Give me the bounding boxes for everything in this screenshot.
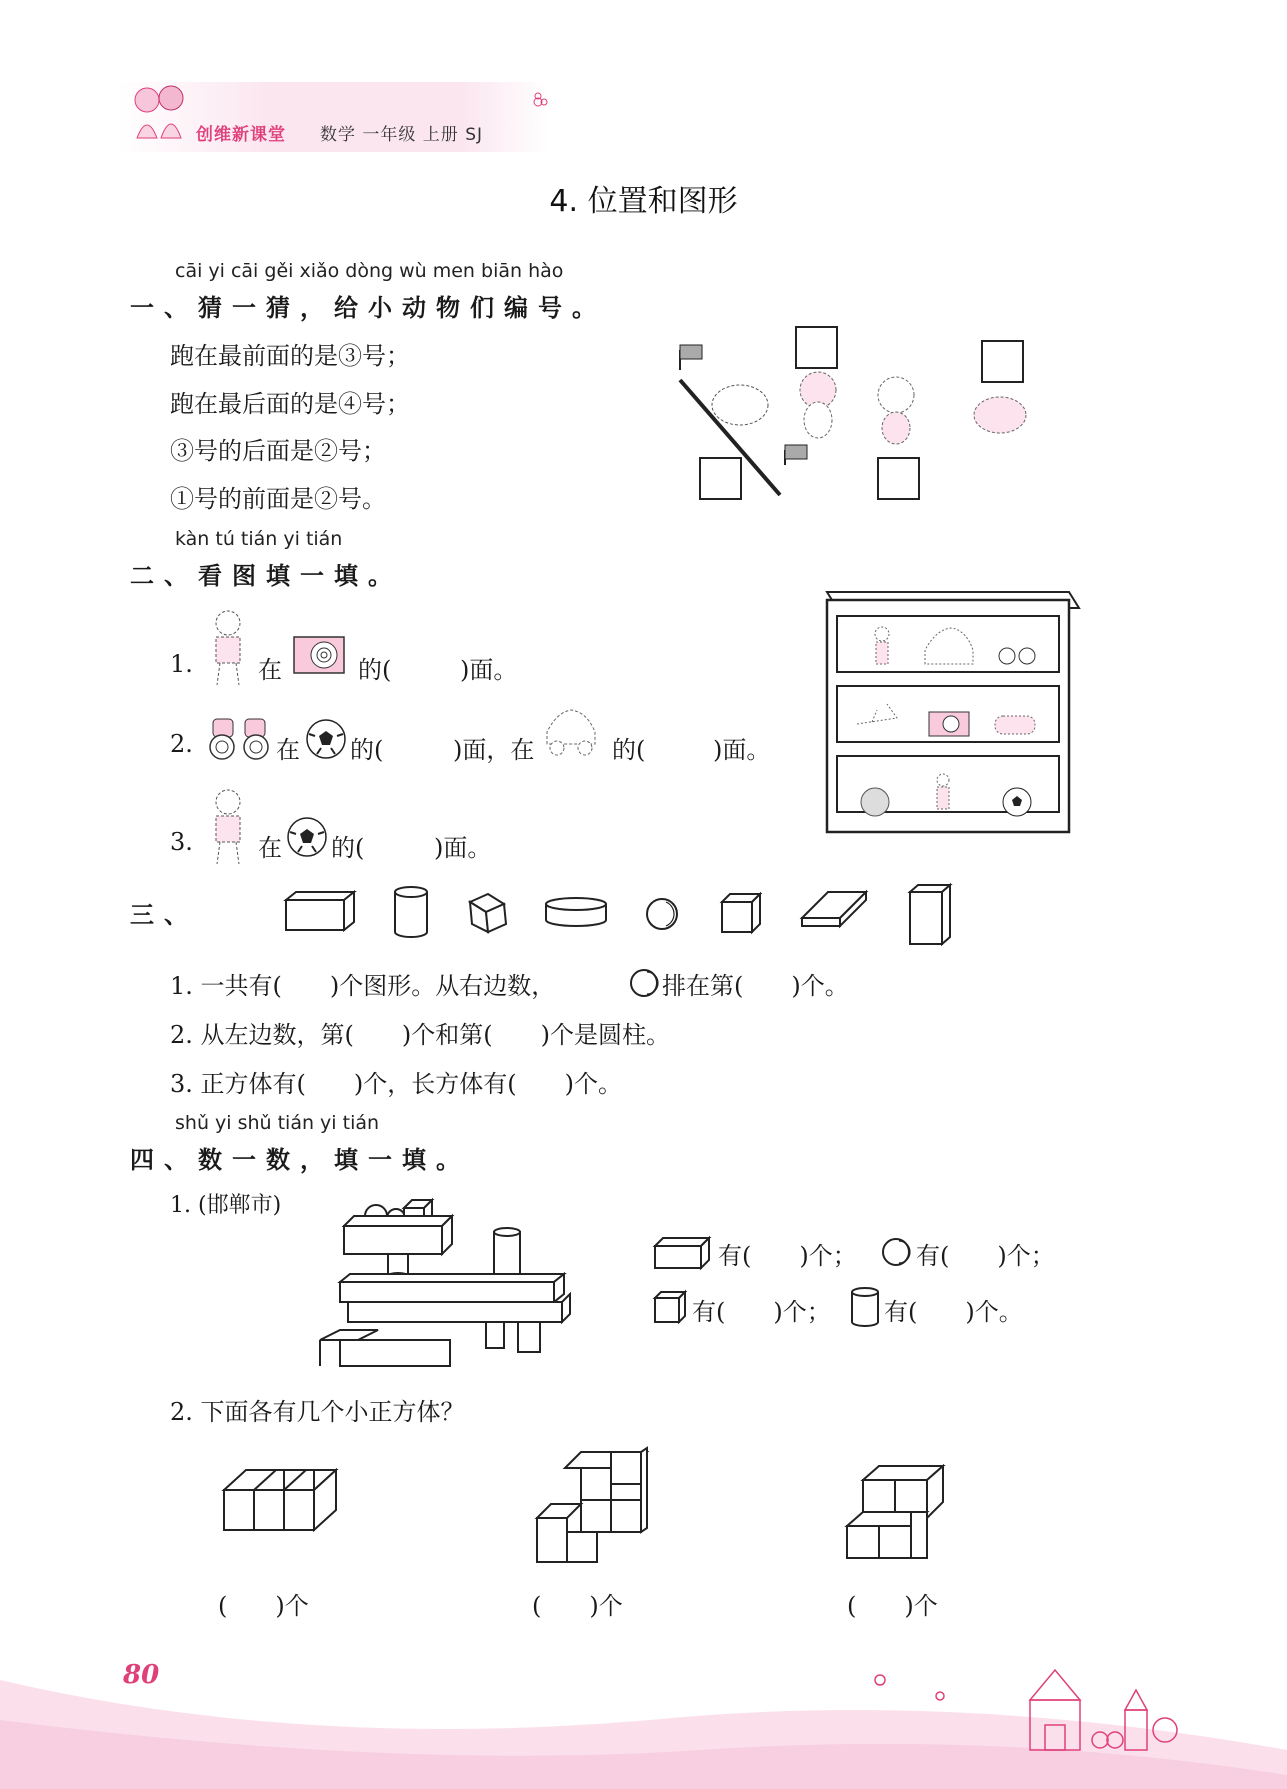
- q2-1-word-in: 在: [258, 656, 282, 684]
- soccer-ball-icon: [305, 718, 347, 760]
- answer-box-3[interactable]: [877, 457, 920, 500]
- q2-1-of: 的(: [358, 656, 392, 684]
- q2-3-face: )面。: [434, 834, 492, 862]
- q2-3-number: 3.: [170, 828, 193, 856]
- answer-group-3[interactable]: ( )个: [847, 1592, 938, 1620]
- q2-2-face-end: )面。: [713, 736, 771, 764]
- clue-line-4: ①号的前面是②号。: [170, 485, 386, 513]
- fill-sphere: 有( )个；: [916, 1242, 1055, 1270]
- section2-pinyin: kàn tú tián yi tián: [175, 528, 343, 550]
- footer-decoration: [0, 1600, 1287, 1789]
- q2-1-number: 1.: [170, 650, 193, 678]
- q3-1-text-b: 排在第( )个。: [662, 972, 849, 1000]
- q2-2-word-in: 在: [276, 736, 300, 764]
- binoculars-icon: [205, 717, 273, 761]
- camera-icon: [292, 633, 348, 677]
- fill-cuboid: 有( )个；: [718, 1242, 857, 1270]
- page-number: 80: [123, 1660, 160, 1690]
- cube-icon: [653, 1290, 687, 1324]
- fill-cylinder: 有( )个。: [884, 1298, 1023, 1326]
- clue-line-2: 跑在最后面的是④号；: [170, 390, 410, 418]
- cube-group-1: [222, 1466, 358, 1540]
- shape-cube-1: [470, 894, 506, 932]
- q2-2-face-in: )面，在: [453, 736, 535, 764]
- q4-2-label: 2. 下面各有几个小正方体？: [170, 1398, 465, 1426]
- q2-2-of-a: 的(: [350, 736, 384, 764]
- shape-cylinder-1: [395, 887, 427, 937]
- q3-3-text: 3. 正方体有( )个，长方体有( )个。: [170, 1070, 622, 1098]
- fill-cube: 有( )个；: [692, 1298, 831, 1326]
- section1-heading: 一、猜一猜，给小动物们编号。: [130, 293, 606, 322]
- toy-shelf-illustration: [827, 592, 1077, 842]
- answer-box-4[interactable]: [981, 340, 1024, 383]
- cube-group-2: [535, 1448, 655, 1566]
- sphere-icon: [880, 1236, 912, 1268]
- flower-icon: [528, 92, 548, 112]
- q2-3-of: 的(: [331, 834, 365, 862]
- section4-heading: 四、数一数，填一填。: [130, 1145, 470, 1174]
- cylinder-icon: [850, 1286, 880, 1328]
- soccer-ball-icon: [286, 816, 328, 858]
- answer-group-1[interactable]: ( )个: [218, 1592, 309, 1620]
- q4-1-label: 1. (邯郸市): [170, 1193, 282, 1218]
- answer-box-1[interactable]: [699, 457, 742, 500]
- answer-group-2[interactable]: ( )个: [532, 1592, 623, 1620]
- shape-sphere-1: [647, 899, 677, 929]
- q2-3-word-in: 在: [258, 834, 282, 862]
- section2-heading: 二、看图填一填。: [130, 561, 402, 590]
- solid-shapes-row: [280, 880, 960, 950]
- section4-pinyin: shǔ yi shǔ tián yi tián: [175, 1112, 380, 1134]
- shape-cube-2: [722, 894, 760, 932]
- toy-car-icon: [537, 704, 605, 760]
- q3-2-text: 2. 从左边数，第( )个和第( )个是圆柱。: [170, 1021, 670, 1049]
- brand-name: 创维新课堂: [196, 125, 286, 145]
- shape-cylinder-2: [546, 898, 606, 926]
- q2-1-face: )面。: [460, 656, 518, 684]
- section3-heading: 三、: [130, 900, 198, 929]
- block-structure-illustration: [310, 1190, 570, 1350]
- q2-2-of-b: 的(: [612, 736, 646, 764]
- q3-1-text: 1. 一共有( )个图形。从右边数，: [170, 972, 556, 1000]
- shape-cuboid-3: [910, 885, 950, 944]
- shape-cuboid-1: [286, 892, 354, 930]
- clue-line-1: 跑在最前面的是③号；: [170, 342, 410, 370]
- cube-group-3: [845, 1462, 947, 1562]
- robot-doll-icon: [203, 603, 253, 688]
- shape-cuboid-2: [802, 892, 866, 926]
- section1-pinyin: cāi yi cāi gěi xiǎo dòng wù men biān hào: [175, 260, 564, 282]
- page-title: 4. 位置和图形: [549, 184, 738, 219]
- clue-line-3: ③号的后面是②号；: [170, 437, 386, 465]
- sphere-icon: [628, 967, 660, 999]
- book-subject: 数学 一年级 上册 SJ: [320, 125, 484, 145]
- kids-logo-icon: [125, 78, 195, 148]
- robot-doll-icon: [203, 782, 253, 867]
- cuboid-icon: [653, 1236, 711, 1270]
- answer-box-2[interactable]: [795, 326, 838, 369]
- q2-2-number: 2.: [170, 730, 193, 758]
